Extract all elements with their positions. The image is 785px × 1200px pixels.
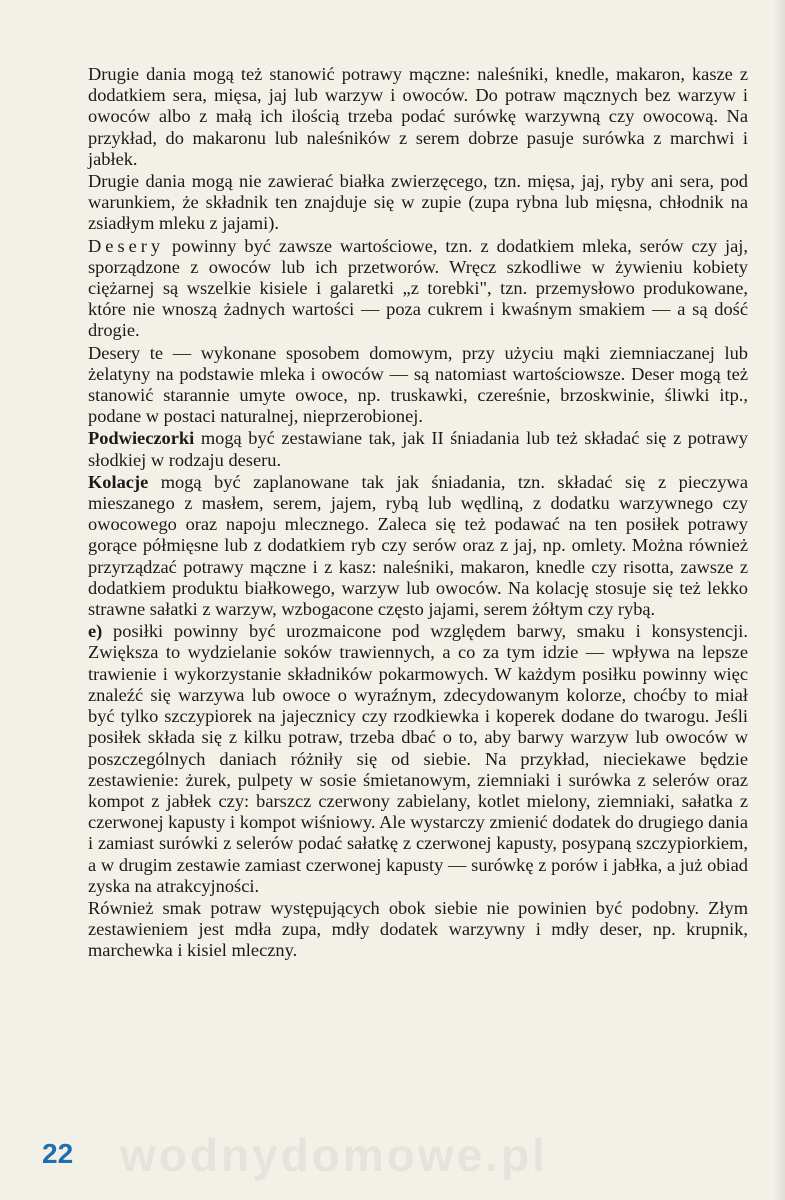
term-desserts: Desery — [88, 235, 165, 256]
paragraph-taste: Również smak potraw występujących obok siebie nie powinien być podobny. Złym zestawieniem jest mdła zupa, mdły dodatek warzywny i mdły deser, np. krupnik, marchewka i kisiel mleczny. — [88, 897, 748, 961]
term-afternoon-snacks: Podwieczorki — [88, 428, 195, 449]
watermark: wodnydomowe.pl — [120, 1129, 548, 1181]
paragraph-desserts: Desery powinny być zawsze wartościowe, tzn. z dodatkiem mleka, serów czy jaj, sporządzone z owoców lub ich przetworów. Wręcz szkodliwe w żywieniu kobiety ciężarnej są wszelkie kisiele i galaretki „z torebki", tzn. przemysłowo produkowane, które nie wnoszą żadnych wartości — poza cukrem i kwaśnym smakiem — a są dość drogie. — [88, 235, 748, 341]
term-suppers: Kolacje — [88, 471, 149, 492]
list-marker-e: e) — [88, 621, 103, 642]
paragraph-homemade-desserts: Desery te — wykonane sposobem domowym, przy użyciu mąki ziemniaczanej lub żelatyny na podstawie mleka i owoców — są natomiast wartościowsze. Deser mogą też stanowić starannie umyte owoce, np. truskawki, czereśnie, brzoskwinie, śliwki itp., podane w postaci naturalnej, nieprzerobionej. — [88, 342, 748, 427]
paragraph-afternoon-snacks: Podwieczorki mogą być zestawiane tak, jak II śniadania lub też składać się z potrawy słodkiej w rodzaju deseru. — [88, 428, 748, 470]
page-number: 22 — [42, 1138, 74, 1169]
paragraph-no-animal-protein: Drugie dania mogą nie zawierać białka zwierzęcego, tzn. mięsa, jaj, ryby ani sera, pod warunkiem, że składnik ten znajduje się w zupie (zupa rybna lub mięsna, chłodnik na zsiadłym mleku z jajami). — [88, 171, 748, 234]
paragraph-suppers: Kolacje mogą być zaplanowane tak jak śniadania, tzn. składać się z pieczywa mieszanego z masłem, serem, jajem, rybą lub wędliną, z dodatku warzywnego czy owocowego oraz napoju mlecznego. Zaleca się też podawać na ten posiłek potrawy gorące półmięsne lub z dodatkiem ryb czy serów oraz z jaj, np. omlety. Można również przyrządzać potrawy mączne i z kasz: naleśniki, makaron, knedle czy risotta, zawsze z dodatkiem produktu białkowego, warzyw lub owoców. Na kolację stosuje się też lekko strawne sałatki z warzyw, wzbogacone często jajami, serem żółtym czy rybą. — [88, 471, 748, 620]
body-text — [88, 64, 748, 963]
page-edge-shadow — [773, 0, 785, 1200]
paragraph-variety: e) posiłki powinny być urozmaicone pod względem barwy, smaku i konsystencji. Zwiększa to wydzielanie soków trawiennych, a co za tym idzie — wpływa na lepsze trawienie i wykorzystanie składników pokarmowych. W każdym posiłku powinny więc znaleźć się warzywa lub owoce o wyraźnym, zdecydowanym kolorze, choćby to miał być tylko szczypiorek na jajecznicy czy rzodkiewka i koperek dodane do twarogu. Jeśli posiłek składa się z kilku potraw, trzeba dbać o to, aby barwy warzyw lub owoców w poszczególnych daniach różniły się od siebie. Na przykład, nieciekawe będzie zestawienie: żurek, pulpety w sosie śmietanowym, ziemniaki i surówka z selerów oraz kompot z jabłek czy: barszcz czerwony zabielany, kotlet mielony, ziemniaki, sałatka z czerwonej kapusty i kompot wiśniowy. Ale wystarczy zmienić dodatek do drugiego dania i zamiast surówki z selerów podać sałatkę z czerwonej kapusty, posypaną szczypiorkiem, a w drugim zestawie zamiast czerwonej kapusty — surówkę z porów i jabłka, a już obiad zyska na atrakcyjności. — [88, 621, 748, 896]
paragraph-flour-dishes: Drugie dania mogą też stanowić potrawy mączne: naleśniki, knedle, makaron, kasze z dodatkiem sera, mięsa, jaj lub warzyw i owoców. Do potraw mącznych bez warzyw i owoców albo z małą ich ilością trzeba podać surówkę warzywną czy owocową. Na przykład, do makaronu lub naleśników z serem dobrze pasuje surówka z marchwi i jabłek. — [88, 64, 748, 169]
